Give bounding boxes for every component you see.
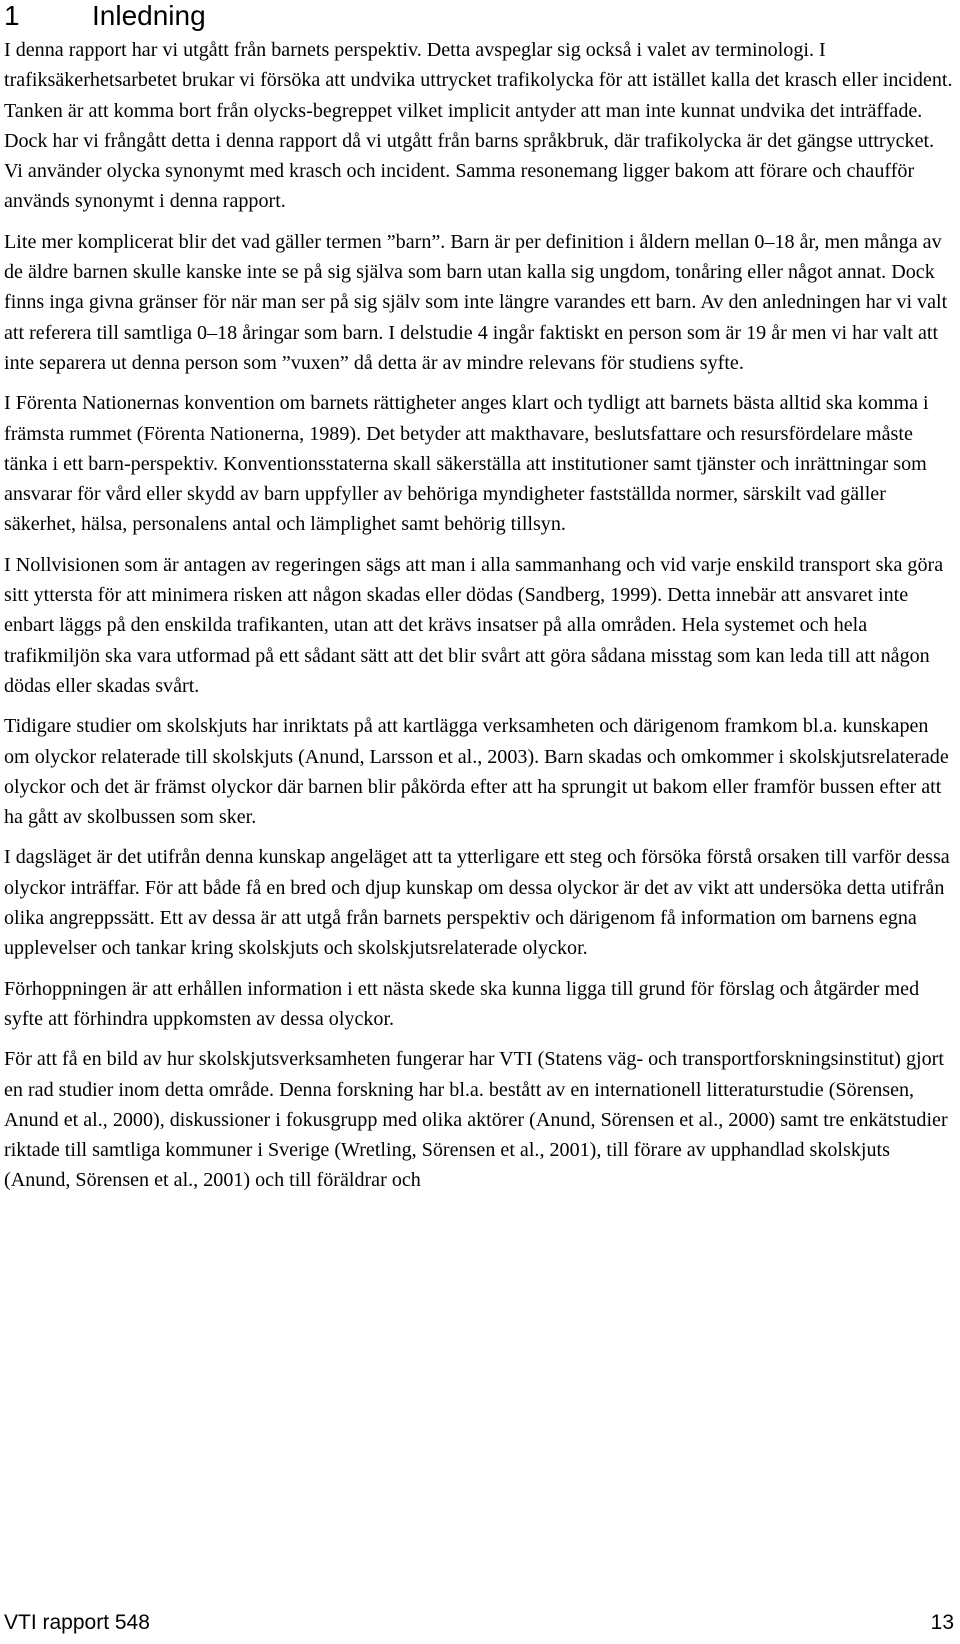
footer-page-number: 13 xyxy=(930,1611,954,1634)
chapter-heading xyxy=(4,0,206,32)
body-text xyxy=(4,35,954,1206)
page-footer xyxy=(4,1608,954,1638)
footer-report-name: VTI rapport 548 xyxy=(4,1611,150,1634)
paragraph-tidigare-studier: Tidigare studier om skolskjuts har inriktats på att kartlägga verksamheten och därigenom framkom bl.a. kunskapen om olyckor relaterade till skolskjuts (Anund, Larsson et al., 2003). Barn skadas och omkommer i skolskjutsrelaterade olyckor och det är främst olyckor där barnen blir påkörda efter att ha sprungit ut bakom eller framför bussen efter att ha gått av skolbussen som sker. xyxy=(4,715,949,829)
paragraph-forhoppningen: Förhoppningen är att erhållen information i ett nästa skede ska kunna ligga till grund för förslag och åtgärder med syfte att förhindra uppkomsten av dessa olyckor. xyxy=(4,977,920,1030)
chapter-number: 1 xyxy=(4,0,20,31)
chapter-title: Inledning xyxy=(92,0,206,31)
paragraph-vti-studier: För att få en bild av hur skolskjutsverksamheten fungerar har VTI (Statens väg- och transportforskningsinstitut) gjort en rad studier inom detta område. Denna forskning har bl.a. bestått av en internationell litteraturstudie (Sörensen, Anund et al., 2000), diskussioner i fokusgrupp med olika aktörer (Anund, Sörensen et al., 2000) samt tre enkätstudier riktade till samtliga kommuner i Sverige (Wretling, Sörensen et al., 2001), till förare av upphandlad skolskjuts (Anund, Sörensen et al., 2001) och till föräldrar och xyxy=(4,1048,948,1192)
paragraph-definition-barn: Lite mer komplicerat blir det vad gäller termen ”barn”. Barn är per definition i åldern mellan 0–18 år, men många av de äldre barnen skulle kanske inte se på sig själva som barn utan kalla sig ungdom, tonåring eller något annat. Dock finns inga givna gränser för när man ser på sig själv som inte längre varandes ett barn. Av den anledningen har vi valt att referera till samtliga 0–18 åringar som barn. I delstudie 4 ingår faktiskt en person som är 19 år men vi har valt att inte separera ut denna person som ”vuxen” då detta är av mindre relevans för studiens syfte. xyxy=(4,230,948,374)
paragraph-nollvisionen: I Nollvisionen som är antagen av regeringen sägs att man i alla sammanhang och vid varje enskild transport ska göra sitt yttersta för att minimera risken att någon skadas eller dödas (Sandberg, 1999). Detta innebär att ansvaret inte enbart läggs på den enskilda trafikanten, utan att det krävs insatser på alla områden. Hela systemet och hela trafikmiljön ska vara utformad på ett sådant sätt att det blir svårt att göra sådana misstag som kan leda till att någon dödas eller skadas svårt. xyxy=(4,553,944,697)
paragraph-fn-konvention: I Förenta Nationernas konvention om barnets rättigheter anges klart och tydligt att barnets bästa alltid ska komma i främsta rummet (Förenta Nationerna, 1989). Det betyder att makthavare, beslutsfattare och resursfördelare måste tänka i ett barn-perspektiv. Konventionsstaterna skall säkerställa att institutioner samt tjänster och inrättningar som ansvarar för vård eller skydd av barn uppfyller av behöriga myndigheter fastställda normer, särskilt vad gäller säkerhet, hälsa, personalens antal och lämplighet samt behörig tillsyn. xyxy=(4,392,929,536)
paragraph-dagslaget: I dagsläget är det utifrån denna kunskap angeläget att ta ytterligare ett steg och försöka förstå orsaken till varför dessa olyckor inträffar. För att både få en bred och djup kunskap om dessa olyckor är det av vikt att undersöka detta utifrån olika angreppssätt. Ett av dessa är att utgå från barnets perspektiv och därigenom få information om barnens egna upplevelser och tankar kring skolskjuts och skolskjutsrelaterade olyckor. xyxy=(4,846,950,960)
paragraph-terminology: I denna rapport har vi utgått från barnets perspektiv. Detta avspeglar sig också i valet av terminologi. I trafiksäkerhetsarbetet brukar vi försöka att undvika uttrycket trafikolycka för att istället kalla det krasch eller incident. Tanken är att komma bort från olycks-begreppet vilket implicit antyder att man inte kunnat undvika det inträffade. Dock har vi frångått detta i denna rapport då vi utgått från barns språkbruk, där trafikolycka är det gängse uttrycket. Vi använder olycka synonymt med krasch och incident. Samma resonemang ligger bakom att förare och chaufför används synonymt i denna rapport. xyxy=(4,39,953,213)
